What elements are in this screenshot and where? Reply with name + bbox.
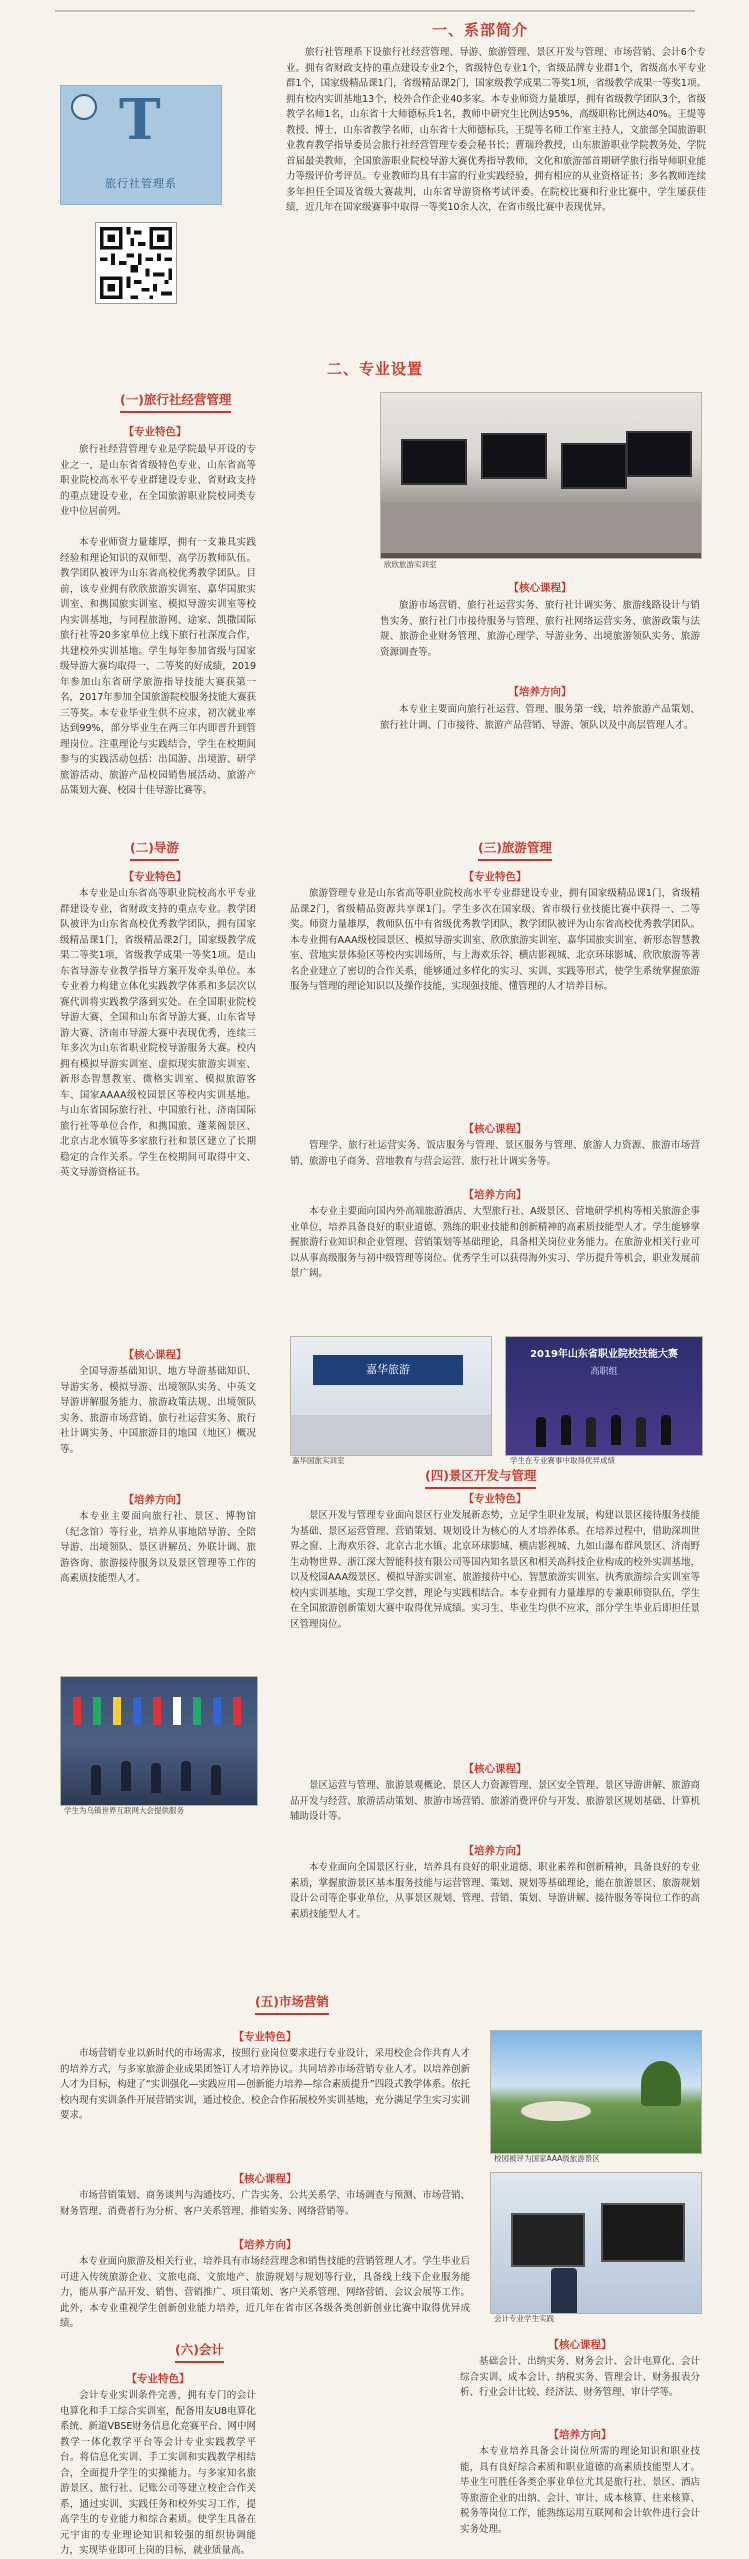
major5-photo1-caption: 校园被评为国家AAA级旅游景区 bbox=[494, 2154, 600, 2163]
major4-feature-label: 【专业特色】 bbox=[463, 1493, 527, 1505]
major4-direction-text: 本专业面向全国景区行业，培养具有良好的职业道德、职业素养和创新精神，具备良好的专业素质，掌握旅游景区基本服务技能与运营管理、策划、规划等基础理论，能在旅游景区、旅游规划设计公司等企事业单位，从事景区规划、管理、营销、策划、导游讲解、接待服务等岗位工作的高素质技能型人才。 bbox=[290, 1862, 700, 1920]
major6-feature-label: 【专业特色】 bbox=[126, 2373, 190, 2385]
major3-feature-text: 旅游管理专业是山东省高等职业院校高水平专业群建设专业，拥有国家级精品课1门，省级精品课2门，省级精品资源共享课1门。学生多次在国家级、省市级行业技能比赛中获得一、二等奖。师资力量雄厚，教师队伍中有省级优秀教学团队，教学团队被评为山东省高校优秀教学团队。本专业拥有AAA级校园景区、模拟导游实训室、欣欣旅游实训室、嘉华国旅实训室、新形态智慧教室、营地实景体验区等校内实训场所，与上海欢乐谷、横店影视城、北京环球影城、欣欣旅游等著名企业建立了密切的合作关系，能够通过多样化的实习、实训、实践等形式，使学生系统掌握旅游服务与管理的理论知识以及操作技能，实现强技能、懂管理的人才培养目标。 bbox=[290, 888, 700, 992]
major3-direction-label: 【培养方向】 bbox=[463, 1189, 527, 1201]
major3-photo2-caption: 学生在专业赛事中取得优异成绩 bbox=[510, 1456, 615, 1465]
major3-direction-text: 本专业主要面向国内外高端旅游酒店、大型旅行社、A级景区、营地研学机构等相关旅游企事业单位，培养具备良好的职业道德、熟练的职业技能和创新精神的高素质技能型人才。学生能够掌握旅游行业知识和企业管理、营销策划等基础理论，具备相关岗位业务能力。在旅游业相关行业可以从事高级服务与初中级管理等岗位。优秀学生可以获得海外实习、学历提升等机会，职业发展前景广阔。 bbox=[290, 1206, 700, 1279]
major4-title: (四)景区开发与管理 bbox=[425, 1466, 536, 1486]
major1-direction-text: 本专业主要面向旅行社运营、管理、服务第一线，培养旅游产品策划、旅行社计调、门市接待、旅游产品营销、导游、领队以及中高层管理人才。 bbox=[380, 704, 700, 731]
major6-feature-text: 会计专业实训条件完善，拥有专门的会计电算化和手工综合实训室，配备用友U8电算化系统、新道VBSE财务信息化竞赛平台、网中网教学一体化教学平台等会计专业实践教学平台。将信息化实训、手工实训和实践教学相结合，全面提升学生的实操能力。与多家知名旅游景区、旅行社、记账公司等建立校企合作关系，通过实训、实践任务和校外实习工作，提高学生的专业能力和综合素质。使学生具备在元宇宙的专业理论知识和较强的组织协调能力，实现毕业即可上岗的目标，就业质量高。 bbox=[60, 2390, 256, 2556]
major4-direction-label: 【培养方向】 bbox=[463, 1845, 527, 1857]
qr-code-icon bbox=[95, 222, 177, 304]
major3-title: (三)旅游管理 bbox=[478, 838, 552, 858]
major5-feature-label: 【专业特色】 bbox=[233, 2031, 297, 2043]
major2-photo-caption: 学生为乌镇世界互联网大会提供服务 bbox=[64, 1806, 184, 1815]
major1-core-text: 旅游市场营销、旅行社运营实务、旅行社计调实务、旅游线路设计与销售实务、旅行社门市接待服务与管理、旅行社网络运营实务、旅游政策与法规、旅游企业财务管理、旅游心理学、导游业务、出境旅游领队实务、旅游资源调查等。 bbox=[380, 600, 700, 658]
major3-feature-label: 【专业特色】 bbox=[463, 871, 527, 883]
major2-feature-label: 【专业特色】 bbox=[123, 871, 187, 883]
major3-photo1: 嘉华旅游 bbox=[290, 1336, 492, 1456]
major5-direction-text: 本专业面向旅游及相关行业，培养具有市场经营理念和销售技能的营销管理人才。学生毕业后可进入传统旅游企业、文旅电商、文旅地产、旅游规划与规划等行业，具备线上线下企业服务能力，能从事产品开发、销售、营销推广、项目策划、客户关系管理、网络营销、会议会展等工作。此外，本专业重视学生创新创业能力培养，近几年在省市区各级各类创新创业比赛中取得优异成绩。 bbox=[60, 2256, 470, 2329]
major4-feature-text: 景区开发与管理专业面向景区行业发展新态势，立足学生职业发展，构建以景区接待服务技能为基础、景区运营管理、营销策划、规划设计为核心的人才培养体系。在培养过程中，借助深圳世界之窗、上海欢乐谷、北京古北水镇、北京环球影城、横店影视城、九如山瀑布群风景区、济南野生动物世界、浙江深大智能科技有限公司等国内知名景区和相关高科技企业构成的校外实训基地，以及校园AAA级景区、模拟导游实训室、旅游接待中心、智慧旅游实训室、执秀旅游综合实训室等校内实训基地，实现工学交替，理论与实践相结合。本专业拥有力量雄厚的专兼职师资队伍，学生在全国旅游创新策划大赛中取得优异成绩。实习生、毕业生均供不应求，部分学生毕业后即担任景区管理岗位。 bbox=[290, 1510, 700, 1630]
section-title-underline bbox=[130, 859, 179, 861]
intro-paragraph: 旅行社管理系下设旅行社经营管理、导游、旅游管理、景区开发与管理、市场营销、会计6个专业。拥有省财政支持的重点建设专业2个，省级特色专业1个，省级品牌专业群1个，省级高水平专业群1个，国家级精品课1门，省级精品课2门，国家级教学成果二等奖1项，省级教学成果一等奖1项。拥有校内实训基地13个，校外合作企业40多家。本专业师资力量雄厚，拥有省级教学团队3个，省级教学名师1名，山东省十大师德标兵1名，教师中研究生比例达95%，高级职称比例达40%。王缇等教授、博士，山东省教学名师，山东省十大师德标兵，王缇等名师工作室主持人，文旅部全国旅游职业教育教学指导委员会旅行社经营管理专委会秘书长；曹瑞玲教授，山东旅游职业学院教务处、学院首届最美教师，全国旅游职业院校导游大赛优秀指导教师，文化和旅游部首期研学旅行指导师职业能力等级评价考评员。专业教师均具有丰富的行业实践经验，拥有相应的从业资格证书；多名教师连续多年担任全国及省级大赛裁判，山东省导游资格考试评委。在院校比赛和行业比赛中，学生屡获佳绩，近几年在国家级赛事中取得一等奖10余人次，在省市级比赛中表现优异。 bbox=[286, 47, 706, 213]
major1-feature-p1: 旅行社经营管理专业是学院最早开设的专业之一，是山东省省级特色专业、山东省高等职业院校高水平专业群建设专业、省财政支持的重点建设专业，在全国旅游职业院校同类专业中位居前列。 bbox=[60, 444, 256, 517]
major5-photo2 bbox=[490, 2172, 702, 2314]
major5-photo1 bbox=[490, 2030, 702, 2154]
major2-core-label: 【核心课程】 bbox=[123, 1349, 187, 1361]
major1-photo bbox=[380, 392, 702, 559]
major6-core-label: 【核心课程】 bbox=[548, 2339, 612, 2351]
major2-direction-label: 【培养方向】 bbox=[123, 1494, 187, 1506]
award-banner-text: 2019年山东省职业院校技能大赛 bbox=[530, 1349, 678, 1360]
major3-photo1-caption: 嘉华国旅实训室 bbox=[292, 1456, 345, 1465]
major3-photo2 bbox=[505, 1336, 703, 1456]
major1-photo-caption: 欣欣旅游实训室 bbox=[384, 560, 437, 569]
major1-direction-label: 【培养方向】 bbox=[508, 686, 572, 698]
major4-core-label: 【核心课程】 bbox=[463, 1763, 527, 1775]
top-divider bbox=[55, 10, 695, 12]
major5-feature-text: 市场营销专业以新时代的市场需求，按照行业岗位要求进行专业设计，采用校企合作共育人才的培养方式，与多家旅游企业成果团签订人才培养协议。共同培养市场营销专业人才。以培养创新人才为目标，构建了“实训强化—实践应用—创新能力培养—综合素质提升”四段式教学体系。依托校内现有实训条件开展营销实训，通过校企、校企合作拓展校外实训基地，充分满足学生实习实训要求。 bbox=[60, 2048, 470, 2121]
major3-core-text: 管理学、旅行社运营实务、饭店服务与管理、景区服务与管理、旅游人力资源、旅游市场营销、旅游电子商务、营地教育与营会运营、旅行社计调实务等。 bbox=[290, 1140, 700, 1167]
major2-title: (二)导游 bbox=[130, 838, 179, 858]
section2-heading: 二、专业设置 bbox=[326, 360, 423, 378]
major6-direction-text: 本专业培养具备会计岗位所需的理论知识和职业技能，具有良好综合素质和职业道德的高素质技能型人才。毕业生可胜任各类企事业单位尤其是旅行社、景区、酒店等旅游企业的出纳、会计、审计、成本核算、往来核算、税务等岗位工作，能熟练运用互联网和会计软件进行会计实务处理。 bbox=[460, 2446, 700, 2535]
department-logo bbox=[60, 85, 222, 205]
intro-heading: 一、系部简介 bbox=[431, 21, 528, 39]
major1-feature-label: 【专业特色】 bbox=[123, 426, 187, 438]
major5-core-label: 【核心课程】 bbox=[233, 2173, 297, 2185]
major6-title: (六)会计 bbox=[175, 2340, 224, 2360]
major1-title: (一)旅行社经营管理 bbox=[120, 390, 231, 410]
award-banner-sub: 高职组 bbox=[590, 1367, 618, 1377]
letter-t-logo: T bbox=[119, 87, 161, 153]
major1-feature-p2: 本专业师资力量雄厚，拥有一支兼具实践经验和理论知识的双师型、高学历教师队伍。教学团队被评为山东省高校优秀教学团队。目前，该专业拥有欣欣旅游实训室、嘉华国旅实训室、和携国旅实训室、模拟导游实训室等校内实训基地，与同程旅游网、途家、凯撒国际旅行社等20多家单位上线下旅行社深度合作，共建校外实训基地。学生每年参加省级与国家级导游大赛均取得一、二等奖的好成绩，2019年参加山东省研学旅游指导技能大赛获第一名，2017年参加全国旅游院校服务技能大赛获三等奖。本专业毕业生供不应求，初次就业率达到99%，部分毕业生在两三年内即晋升到管理岗位。注重理论与实践结合，学生在校期间参与的实践活动包括：出国游、出境游、研学旅游活动、旅游产品校园销售展活动、旅游产品策划大赛、校园十佳导游比赛等。 bbox=[60, 537, 256, 796]
major1-core-label: 【核心课程】 bbox=[508, 582, 572, 594]
section-title-underline bbox=[478, 859, 552, 861]
major6-direction-label: 【培养方向】 bbox=[548, 2429, 612, 2441]
logo-text: 旅行社管理系 bbox=[105, 177, 177, 190]
section-title-underline bbox=[425, 1487, 536, 1489]
major2-photo bbox=[60, 1676, 258, 1806]
section-title-underline bbox=[255, 2013, 329, 2015]
major5-core-text: 市场营销策划、商务谈判与沟通技巧、广告实务、公共关系学、市场调查与预测、市场营销、财务管理、消费者行为分析、客户关系管理、推销实务、网络营销等。 bbox=[60, 2190, 470, 2217]
section-title-underline bbox=[175, 2361, 224, 2363]
major2-direction-text: 本专业主要面向旅行社、景区、博物馆（纪念馆）等行业，培养从事地陪导游、全陪导游、出境领队、景区讲解员、外联计调、旅游咨询、旅游接待服务以及景区管理等工作的高素质技能型人才。 bbox=[60, 1511, 256, 1584]
major3-core-label: 【核心课程】 bbox=[463, 1123, 527, 1135]
section-title-underline bbox=[120, 411, 231, 413]
major5-title: (五)市场营销 bbox=[255, 1992, 329, 2012]
major5-direction-label: 【培养方向】 bbox=[233, 2239, 297, 2251]
major6-core-text: 基础会计、出纳实务、财务会计、会计电算化、会计综合实训、成本会计、纳税实务、管理会计、财务报表分析、行业会计比较、经济法、财务管理、审计学等。 bbox=[460, 2356, 700, 2398]
major5-photo2-caption: 会计专业学生实践 bbox=[494, 2314, 554, 2323]
major4-core-text: 景区运营与管理、旅游景观概论、景区人力资源管理、景区安全管理、景区导游讲解、旅游商品开发与经营、旅游活动策划、旅游市场营销、旅游消费评价与开发、旅游景区规划基础、计算机辅助设计等。 bbox=[290, 1780, 700, 1822]
major2-core-text: 全国导游基础知识、地方导游基础知识、导游实务、模拟导游、出境领队实务、中英文导游讲解服务能力、旅游政策法规、出境领队实务、旅游市场营销、旅行社运营实务、旅行社计调实务、中国旅游目的地国（地区）概况等。 bbox=[60, 1366, 256, 1455]
school-emblem-icon bbox=[71, 94, 97, 120]
major2-feature-text: 本专业是山东省高等职业院校高水平专业群建设专业，省财政支持的重点专业。教学团队被评为山东省高校优秀教学团队，拥有国家级精品课1门，省级精品课2门，国家级教学成果二等奖1项，省级教学成果一等奖1项。是山东省导游专业教学指导方案开发牵头单位。本专业着力构建立体化实践教学体系和多层次以赛代训将实践教学落到实处。在全国职业院校导游大赛、全国和山东省导游大赛、山东省导游大赛、济南市导游大赛中表现优秀，连续三年多次为山东省职业院校导游服务大赛。校内拥有模拟导游实训室、虚拟现实旅游实训室、新形态智慧教室、微格实训室、模拟旅游客车、国家AAAA级校园景区等校内实训基地。与山东省国际旅行社、中国旅行社、济南国际旅行社等单位合作，和携国旅、蓬莱阁景区、北京古北水镇等多家旅行社和景区建立了长期稳定的合作关系。学生在校期间可取得中文、英文导游资格证书。 bbox=[60, 888, 256, 1178]
